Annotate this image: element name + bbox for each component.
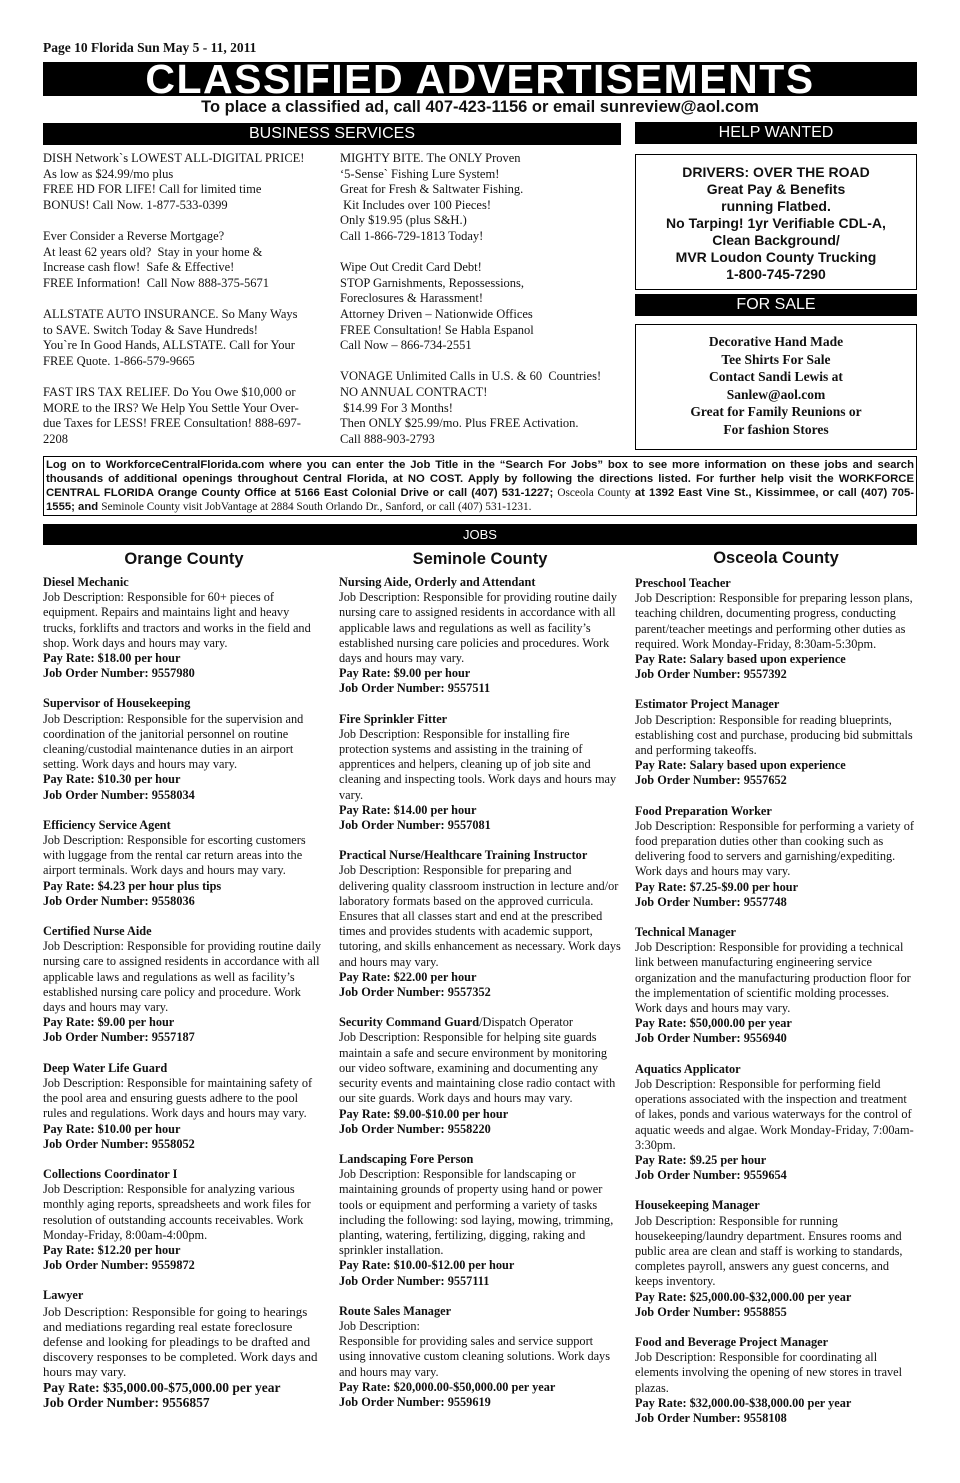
ad-line: MIGHTY BITE. The ONLY Proven xyxy=(340,151,521,165)
ad-line: Great for Fresh & Saltwater Fishing. xyxy=(340,182,524,197)
job-title xyxy=(43,575,325,590)
job-pay-rate: Pay Rate: $14.00 per hour xyxy=(339,802,477,817)
job-description: Job Description: Responsible for preparing lesson plans, teaching children, documenting progress, conducting parent/teacher meetings and performing other duties as required. Work Monday-Friday, 8:30am-5:30pm. xyxy=(635,591,913,651)
job-listing xyxy=(339,1015,621,1137)
ad-line: $14.99 For 3 Months! xyxy=(340,400,453,415)
job-title xyxy=(635,1198,917,1213)
job-order-number: Job Order Number: 9558034 xyxy=(43,787,195,802)
job-title xyxy=(339,1304,621,1319)
page-title: CLASSIFIED ADVERTISEMENTS xyxy=(43,62,917,96)
job-title-text: Food Preparation Worker xyxy=(635,803,772,818)
job-listing xyxy=(635,804,917,910)
job-order-number: Job Order Number: 9556940 xyxy=(635,1031,787,1046)
job-title xyxy=(43,1061,325,1076)
job-listing xyxy=(339,848,621,1000)
job-pay-rate: Pay Rate: $22.00 per hour xyxy=(339,969,477,984)
job-pay-rate: Pay Rate: $9.00 per hour xyxy=(339,666,471,681)
job-description: Job Description: Responsible for providing sales and service support using innovative custom cleaning solutions. Work days and hours may vary. xyxy=(339,1318,610,1379)
job-listing xyxy=(635,1335,917,1426)
ad-line: DRIVERS: OVER THE ROAD xyxy=(682,164,870,180)
ad-line: Then ONLY $25.99/mo. Plus FREE Activation. xyxy=(340,416,579,431)
job-title-text: Collections Coordinator I xyxy=(43,1166,178,1181)
job-pay-rate: Pay Rate: $20,000.00-$50,000.00 per year xyxy=(339,1379,556,1394)
orange-county-heading: Orange County xyxy=(124,550,244,568)
job-description: Job Description: Responsible for preparing and delivering quality classroom instruction in lecture and/or laboratory formats based on the approved curricula. Ensures that all classes start and end at the prescribed times and provides students with academic support, tutoring, and skills enhancement as necessary. Work days and hours may vary. xyxy=(339,863,621,969)
ad-line: Foreclosures & Harassment! xyxy=(340,291,484,306)
ad-line: Increase cash flow! Safe & Effective! xyxy=(43,260,235,275)
job-title xyxy=(43,1288,325,1303)
job-title-text: Diesel Mechanic xyxy=(43,575,129,589)
ad-line: ALLSTATE AUTO INSURANCE. So Many Ways xyxy=(43,306,298,321)
orange-county-jobs xyxy=(43,575,325,1425)
ad-line: Ever Consider a Reverse Mortgage? xyxy=(43,228,225,243)
for-sale-header: FOR SALE xyxy=(635,294,917,316)
job-title-text: Lawyer xyxy=(43,1288,84,1303)
job-title xyxy=(339,1152,621,1167)
job-pay-rate: Pay Rate: $9.00 per hour xyxy=(43,1015,175,1030)
job-pay-rate: Pay Rate: $35,000.00-$75,000.00 per year xyxy=(43,1379,281,1395)
job-pay-rate: Pay Rate: $4.23 per hour plus tips xyxy=(43,878,222,893)
ad-line: FREE Quote. 1-866-579-9665 xyxy=(43,353,195,368)
ad-line: Only $19.95 (plus S&H.) xyxy=(340,213,467,228)
job-title xyxy=(339,575,621,590)
job-title-text: Estimator Project Manager xyxy=(635,697,780,712)
ad-line: due Taxes for LESS! FREE Consultation! 888-697- xyxy=(43,416,301,431)
job-title xyxy=(635,576,917,591)
job-listing xyxy=(43,818,325,909)
job-title-text: Supervisor of Housekeeping xyxy=(43,696,191,711)
job-title-text: Aquatics Applicator xyxy=(635,1061,741,1076)
job-description: Job Description: Responsible for the supervision and coordination of the janitorial personnel on routine cleaning/custodial maintenance duties in an airport setting. Work days and hours may vary. xyxy=(43,711,304,772)
job-description: Job Description: Responsible for coordinating all elements involving the opening of new stores in travel plazas. xyxy=(635,1350,903,1395)
job-order-number: Job Order Number: 9558036 xyxy=(43,893,195,908)
business-ads-left xyxy=(43,151,328,447)
job-description: Job Description: Responsible for reading blueprints, establishing cost and purchase, producing bid submittals and performing takeoffs. xyxy=(635,712,913,758)
job-listing xyxy=(635,1062,917,1184)
job-listing xyxy=(43,1061,325,1152)
job-listing xyxy=(339,712,621,834)
job-order-number: Job Order Number: 9557392 xyxy=(635,667,787,682)
job-pay-rate: Pay Rate: $9.25 per hour xyxy=(635,1152,767,1167)
job-listing xyxy=(339,575,621,697)
ad-line: Call 888-903-2793 xyxy=(340,431,435,446)
job-pay-rate: Pay Rate: Salary based upon experience xyxy=(635,652,846,667)
job-title-text: Preschool Teacher xyxy=(635,576,731,590)
job-order-number: Job Order Number: 9558855 xyxy=(635,1304,787,1319)
ad-line: FREE Consultation! Se Habla Espanol xyxy=(340,322,534,337)
ad-line: STOP Garnishments, Repossessions, xyxy=(340,275,525,290)
job-listing xyxy=(43,1167,325,1273)
ad-line: Call 1-866-729-1813 Today! xyxy=(340,228,484,243)
page-header-line: Page 10 Florida Sun May 5 - 11, 2011 xyxy=(43,40,257,55)
jobs-header: JOBS xyxy=(43,524,917,545)
job-title-text: Efficiency Service Agent xyxy=(43,817,171,832)
ad-line: Tee Shirts For Sale xyxy=(721,351,831,367)
job-title-text: Housekeeping Manager xyxy=(635,1198,760,1213)
ad-line: ‘5-Sense` Fishing Lure System! xyxy=(340,166,500,181)
job-listing xyxy=(635,925,917,1047)
ad-line: FAST IRS TAX RELIEF. Do You Owe $10,000 or xyxy=(43,384,296,399)
job-pay-rate: Pay Rate: $25,000.00-$32,000.00 per year xyxy=(635,1289,852,1304)
job-order-number: Job Order Number: 9559654 xyxy=(635,1168,787,1183)
ad-line: BONUS! Call Now. 1-877-533-0399 xyxy=(43,197,228,212)
job-pay-rate: Pay Rate: $7.25-$9.00 per hour xyxy=(635,879,799,894)
workforce-osceola-text: at 1392 East Vine St., Kissimmee, or call (407) 705-1555; and xyxy=(46,487,914,513)
job-pay-rate: Pay Rate: $10.00-$12.00 per hour xyxy=(339,1258,515,1273)
job-pay-rate: Pay Rate: Salary based upon experience xyxy=(635,758,846,773)
job-listing xyxy=(43,696,325,802)
job-description: Job Description: Responsible for performing a variety of food preparation duties other than cooking such as delivering food to servers and garnishing/expediting. Work days and hours may vary. xyxy=(635,818,915,879)
job-order-number: Job Order Number: 9557980 xyxy=(43,666,195,681)
job-description: Job Description: Responsible for providing routine daily nursing care to assigned residents in accordance with all applicable laws and regulations as well as facility’s established nursing care policy and procedure. Work days and hours may vary. xyxy=(43,939,322,1015)
business-ads-right xyxy=(340,151,625,447)
job-description: Job Description: Responsible for providing a technical link between manufacturing engineering service organization and the manufacturing production floor for the implementation of scientific molding processes. Work days and hours may vary. xyxy=(635,940,911,1016)
seminole-county-heading: Seminole County xyxy=(412,550,548,568)
job-description: Job Description: Responsible for running housekeeping/laundry department. Ensures rooms and public area are clean and staff is working to standards, completes payroll, answers any guest concerns, and keeps inventory. xyxy=(635,1213,903,1289)
ad-line: You`re In Good Hands, ALLSTATE. Call for Your xyxy=(43,338,295,353)
job-order-number: Job Order Number: 9557187 xyxy=(43,1030,195,1045)
job-description: Job Description: Responsible for providing routine daily nursing care to assigned residents in accordance with all applicable laws and regulations as well as facility’s established nursing care policies and procedures. Work days and hours may vary. xyxy=(339,590,618,666)
job-title xyxy=(43,924,325,939)
osceola-county-jobs xyxy=(635,576,917,1441)
ad-line: to SAVE. Switch Today & Save Hundreds! xyxy=(43,322,258,337)
job-pay-rate: Pay Rate: $18.00 per hour xyxy=(43,651,181,666)
job-listing xyxy=(339,1152,621,1289)
ad-line: NO ANNUAL CONTRACT! xyxy=(340,384,488,399)
ad-line: No Tarping! 1yr Verifiable CDL-A, xyxy=(666,215,886,231)
job-title xyxy=(635,925,917,940)
job-order-number: Job Order Number: 9557111 xyxy=(339,1273,490,1288)
job-description: Job Description: Responsible for maintaining safety of the pool area and ensuring guests adhere to the pool rules and regulations. Work days and hours may vary. xyxy=(43,1075,313,1121)
job-title-text: Security Command Guard xyxy=(339,1015,480,1030)
job-pay-rate: Pay Rate: $32,000.00-$38,000.00 per year xyxy=(635,1395,852,1410)
job-title-rest: /Dispatch Operator xyxy=(479,1015,573,1030)
workforce-osceola-label: Osceola County xyxy=(557,487,631,499)
job-title-text: Landscaping Fore Person xyxy=(339,1151,474,1166)
ad-line: Clean Background/ xyxy=(712,232,840,248)
ad-line: Sanlew@aol.com xyxy=(726,386,826,402)
workforce-notice xyxy=(43,456,917,516)
job-title-text: Practical Nurse/Healthcare Training Instructor xyxy=(339,848,588,863)
job-description: Job Description: Responsible for going to hearings and mediations regarding real estate foreclosure defense and looking for pleadings to be drafted and discovery responses to be completed. Work days and hours may vary. xyxy=(43,1303,318,1380)
ad-line: running Flatbed. xyxy=(721,198,831,214)
job-title xyxy=(43,1167,325,1182)
job-listing xyxy=(635,1198,917,1320)
job-order-number: Job Order Number: 9557748 xyxy=(635,894,787,909)
job-description: Job Description: Responsible for landscaping or maintaining grounds of property using hand or power tools or equipment and performing a variety of tasks including the following: sod laying, mowing, trimming, planting, watering, fertilizing, digging, raking and sprinkler installation. xyxy=(339,1167,614,1258)
osceola-county-heading: Osceola County xyxy=(713,549,839,567)
ad-line: FREE HD FOR LIFE! Call for limited time xyxy=(43,182,262,197)
job-title xyxy=(635,1062,917,1077)
job-title xyxy=(43,696,325,711)
ad-line: FREE Information! Call Now 888-375-5671 xyxy=(43,275,270,290)
job-order-number: Job Order Number: 9558108 xyxy=(635,1410,787,1425)
job-title xyxy=(635,804,917,819)
job-listing xyxy=(339,1304,621,1410)
job-order-number: Job Order Number: 9559619 xyxy=(339,1394,491,1409)
for-sale-ad xyxy=(635,324,917,450)
ad-line: 2208 xyxy=(43,431,68,446)
job-title-text: Route Sales Manager xyxy=(339,1303,452,1318)
ad-line: 1-800-745-7290 xyxy=(726,266,826,282)
ad-line: As low as $24.99/mo plus xyxy=(43,166,174,181)
ad-line: DISH Network`s LOWEST ALL-DIGITAL PRICE! xyxy=(43,151,305,165)
job-title-text: Technical Manager xyxy=(635,925,736,940)
job-order-number: Job Order Number: 9558052 xyxy=(43,1136,195,1151)
job-pay-rate: Pay Rate: $12.20 per hour xyxy=(43,1242,181,1257)
job-pay-rate: Pay Rate: $10.00 per hour xyxy=(43,1121,181,1136)
job-description: Job Description: Responsible for performing field operations associated with the inspection and treatment of lakes, ponds and various waterways for the control of aquatic weeds and algae. Work Monday-Friday, 7:00am-3:30pm. xyxy=(635,1076,914,1152)
job-order-number: Job Order Number: 9557081 xyxy=(339,818,491,833)
job-description: Job Description: Responsible for escorting customers with luggage from the rental car return areas into the airport terminals. Work days and hours may vary. xyxy=(43,833,306,878)
job-listing xyxy=(43,924,325,1046)
drivers-ad xyxy=(635,154,917,290)
job-order-number: Job Order Number: 9556857 xyxy=(43,1394,210,1410)
job-title-text: Fire Sprinkler Fitter xyxy=(339,711,448,726)
job-order-number: Job Order Number: 9559872 xyxy=(43,1258,195,1273)
ad-line: Decorative Hand Made xyxy=(708,334,844,349)
job-description: Job Description: Responsible for 60+ pieces of equipment. Repairs and maintains light and heavy trucks, forklifts and tractors and works in the field and shop. Work days and hours may vary. xyxy=(43,590,311,650)
job-title-text: Nursing Aide, Orderly and Attendant xyxy=(339,575,536,589)
business-services-header: BUSINESS SERVICES xyxy=(43,123,621,145)
job-listing xyxy=(635,576,917,682)
workforce-text: Log on to WorkforceCentralFlorida.com where you can enter the Job Title in the “Search For Jobs” box to see more information on these jobs and search thousands of additional openings throughout Central Florida, at NO COST. Apply by following the directions listed. For further help visit the WORKFORCE CENTRAL FLORIDA Orange County Office at 5166 East Colonial Drive or call (407) 531-1227; xyxy=(46,459,914,499)
job-pay-rate: Pay Rate: $9.00-$10.00 per hour xyxy=(339,1106,509,1121)
job-pay-rate: Pay Rate: $10.30 per hour xyxy=(43,772,181,787)
job-title xyxy=(339,1015,621,1030)
workforce-seminole-text: Seminole County visit JobVantage at 2884 South Orlando Dr., Sanford, or call (407) 531-1231. xyxy=(101,501,532,513)
ad-line: Attorney Driven – Nationwide Offices xyxy=(340,306,533,321)
ad-line: At least 62 years old? Stay in your home & xyxy=(43,244,263,259)
seminole-county-jobs xyxy=(339,575,621,1425)
ad-line: Wipe Out Credit Card Debt! xyxy=(340,260,482,275)
job-title-text: Food and Beverage Project Manager xyxy=(635,1334,829,1349)
ad-line: For fashion Stores xyxy=(723,421,829,437)
job-description: Job Description: Responsible for helping site guards maintain a safe and secure environment by monitoring our video software, examining and documenting any security events and maintaining close radio contact with our site guards. Work days and hours may vary. xyxy=(339,1030,616,1106)
place-ad-line: To place a classified ad, call 407-423-1156 or email sunreview@aol.com xyxy=(201,98,759,116)
job-description: Job Description: Responsible for analyzing various monthly aging reports, spreadsheets and work files for resolution of outstanding accounts receivables. Work Monday-Friday, 8:00am-4:00pm. xyxy=(43,1182,311,1242)
ad-line: Great Pay & Benefits xyxy=(706,181,846,197)
job-order-number: Job Order Number: 9557652 xyxy=(635,773,787,788)
job-order-number: Job Order Number: 9557511 xyxy=(339,681,491,696)
ad-line: MVR Loudon County Trucking xyxy=(675,249,877,265)
ad-line: Call Now – 866-734-2551 xyxy=(340,338,472,353)
job-title xyxy=(635,697,917,712)
job-order-number: Job Order Number: 9557352 xyxy=(339,985,491,1000)
job-description: Job Description: Responsible for installing fire protection systems and assisting in the training of apprentices and helpers, cleaning up of job site and cleaning and inspecting tools. Work days and hours may vary. xyxy=(339,726,617,802)
job-title xyxy=(43,818,325,833)
job-order-number: Job Order Number: 9558220 xyxy=(339,1121,491,1136)
job-title-text: Deep Water Life Guard xyxy=(43,1060,168,1075)
job-listing xyxy=(43,1288,325,1410)
ad-line: Contact Sandi Lewis at xyxy=(709,369,843,384)
help-wanted-header: HELP WANTED xyxy=(635,122,917,144)
ad-line: Kit Includes over 100 Pieces! xyxy=(340,197,492,212)
job-listing xyxy=(43,575,325,681)
ad-line: MORE to the IRS? We Help You Settle Your Over- xyxy=(43,400,299,415)
job-listing xyxy=(635,697,917,788)
job-pay-rate: Pay Rate: $50,000.00 per year xyxy=(635,1016,792,1031)
job-title xyxy=(339,712,621,727)
job-title xyxy=(635,1335,917,1350)
ad-line: VONAGE Unlimited Calls in U.S. & 60 Countries! xyxy=(340,369,602,384)
ad-line: Great for Family Reunions or xyxy=(690,404,862,419)
job-title-text: Certified Nurse Aide xyxy=(43,924,152,939)
job-title xyxy=(339,848,621,863)
